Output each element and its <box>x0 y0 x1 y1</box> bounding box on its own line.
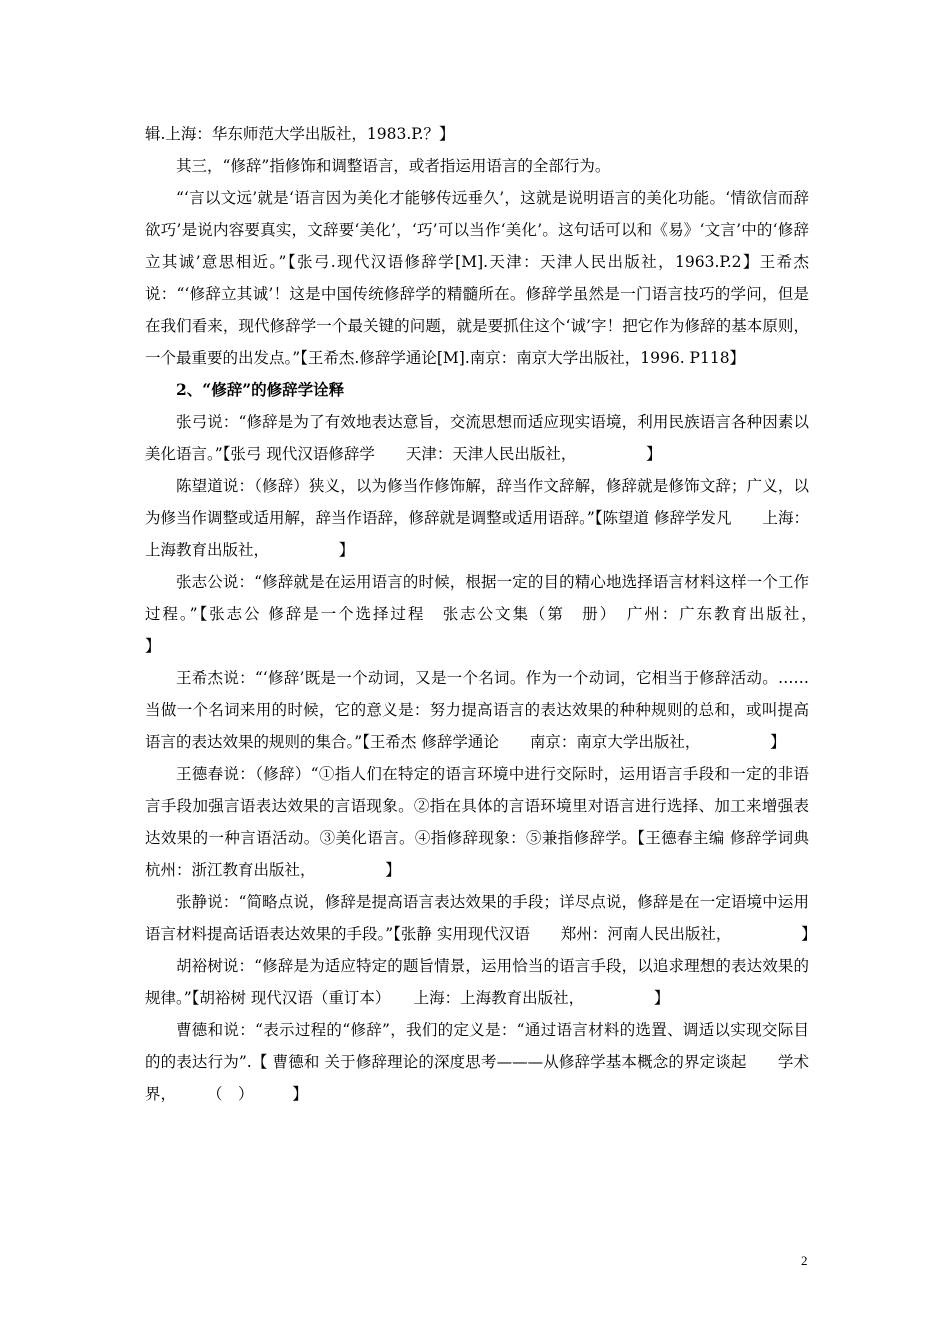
paragraph-zhang-gong: 张弓说：“修辞是为了有效地表达意旨，交流思想而适应现实语境，利用民族语言各种因素以美化语言。”【张弓 现代汉语修辞学 天津：天津人民出版社， 】 <box>145 413 809 463</box>
paragraph-zhang-zhigong: 张志公说：“修辞就是在运用语言的时候，根据一定的目的精心地选择语言材料这样一个工作过程。”【张志公 修辞是一个选择过程 张志公文集（第 册） 广州：广东教育出版社， 】 <box>145 573 887 655</box>
paragraph-beautification-quote: “‘言以文远’就是‘语言因为美化才能够传远垂久’，这就是说明语言的美化功能。‘情欲信而辞欲巧’是说内容要真实，文辞要‘美化’，‘巧’可以当作‘美化’。这句话可以和《易》‘文言’中的‘修辞立其诚’意思相近。”【张弓.现代汉语修辞学[M].天津：天津人民出版社，1963.P.2】王希杰说：“‘修辞立其诚’！这是中国传统修辞学的精髓所在。修辞学虽然是一门语言技巧的学问，但是在我们看来，现代修辞学一个最关键的问题，就是要抓住这个‘诚’字！把它作为修辞的基本原则，一个最重要的出发点。”【王希杰.修辞学通论[M].南京：南京大学出版社，1996. P118】 <box>145 189 809 367</box>
paragraph-cao-dehe: 曹德和说：“表示过程的“修辞”，我们的定义是：“通过语言材料的选置、调适以实现交际目的的表达行为”.【 曹德和 关于修辞理论的深度思考———从修辞学基本概念的界定谈起 学术界， （ ） 】 <box>145 1021 809 1103</box>
section-heading: 2、“修辞”的修辞学诠释 <box>176 380 345 399</box>
body-text <box>145 118 887 1110</box>
paragraph-zhang-jing: 张静说：“简略点说，修辞是提高语言表达效果的手段；详尽点说，修辞是在一定语境中运用语言材料提高话语表达效果的手段。”【张静 实用现代汉语 郑州：河南人民出版社， 】 <box>145 893 817 943</box>
paragraph-third-meaning: 其三，“修辞”指修饰和调整语言，或者指运用语言的全部行为。 <box>176 157 611 175</box>
paragraph-wang-xijie: 王希杰说：“‘修辞’既是一个动词，又是一个名词。作为一个动词，它相当于修辞活动。……当做一个名词来用的时候，它的意义是：努力提高语言的表达效果的种种规则的总和，或叫提高语言的表达效果的规则的集合。”【王希杰 修辞学通论 南京：南京大学出版社， 】 <box>145 669 809 751</box>
page-number: 2 <box>801 1253 808 1268</box>
paragraph-chen-wangdao: 陈望道说：（修辞）狭义，以为修当作修饰解，辞当作文辞解，修辞就是修饰文辞；广义，以为修当作调整或适用解，辞当作语辞，修辞就是调整或适用语辞。”【陈望道 修辞学发凡 上海：上海教育出版社， 】 <box>145 477 809 559</box>
paragraph-wang-dechun: 王德春说：（修辞）“①指人们在特定的语言环境中进行交际时，运用语言手段和一定的非语言手段加强言语表达效果的言语现象。②指在具体的言语环境里对语言进行选择、加工来增强表达效果的一种言语活动。③美化语言。④指修辞现象：⑤兼指修辞学。【王德春主编 修辞学词典 杭州：浙江教育出版社， 】 <box>145 765 841 879</box>
paragraph-hu-yushu: 胡裕树说：“修辞是为适应特定的题旨情景，运用恰当的语言手段，以追求理想的表达效果的规律。”【胡裕树 现代汉语（重订本） 上海：上海教育出版社， 】 <box>145 957 809 1007</box>
paragraph-citation-continuation: 辑.上海：华东师范大学出版社，1983.P.？】 <box>145 125 455 143</box>
